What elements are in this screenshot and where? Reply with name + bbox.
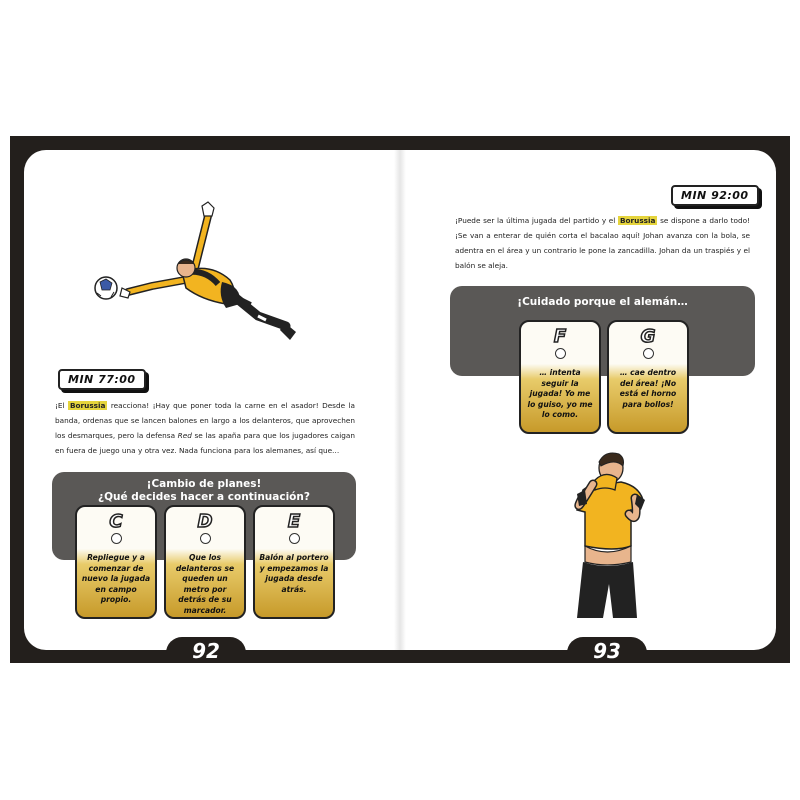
checkbox-circle-icon[interactable] bbox=[200, 533, 211, 544]
checkbox-circle-icon[interactable] bbox=[289, 533, 300, 544]
card-letter: F bbox=[553, 326, 567, 347]
paragraph-text: reacciona! ¡Hay que poner toda la carne en el asador! Desde la banda, ordenas que se lancen balones en largo a los delanteros, que aprovechen los desmarques, pero la defensa bbox=[55, 401, 355, 440]
card-text: … cae dentro del área! ¡No está el horno para bollos! bbox=[619, 368, 677, 409]
choice-card-d[interactable] bbox=[164, 505, 246, 619]
team-name-red: Red bbox=[177, 431, 192, 440]
panel-title-line-2: ¿Qué decides hacer a continuación? bbox=[98, 491, 310, 503]
team-name-highlight: Borussia bbox=[619, 216, 656, 225]
panel-title-line-1: ¡Cambio de planes! bbox=[146, 478, 262, 490]
paragraph-text: se las apaña para que los jugadores caigan en fuera de juego una y otra vez. Nada funciona para los alemanes, así que… bbox=[55, 431, 355, 455]
card-letter: G bbox=[640, 326, 656, 347]
page-number-left: 92 bbox=[166, 637, 246, 663]
card-text: Que los delanteros se queden un metro por detrás de su marcador. bbox=[175, 553, 235, 615]
choice-card-g[interactable] bbox=[607, 320, 689, 434]
minute-badge-right-text: MIN 92:00 bbox=[681, 189, 749, 202]
book-spine bbox=[394, 150, 406, 650]
card-text: Repliegue y a comenzar de nuevo la jugada en campo propio. bbox=[81, 553, 151, 604]
card-letter: E bbox=[287, 511, 301, 532]
minute-badge-left bbox=[58, 369, 146, 390]
checkbox-circle-icon[interactable] bbox=[555, 348, 566, 359]
page-number-right: 93 bbox=[567, 637, 647, 663]
choice-panel-title bbox=[52, 478, 356, 504]
card-letter: D bbox=[197, 511, 213, 532]
team-name-highlight: Borussia bbox=[69, 401, 106, 410]
choice-panel-title: ¡Cuidado porque el alemán… bbox=[517, 296, 688, 308]
player-illustration bbox=[555, 450, 655, 620]
choice-card-f[interactable] bbox=[519, 320, 601, 434]
minute-badge-right bbox=[671, 185, 759, 206]
minute-badge-left-text: MIN 77:00 bbox=[68, 373, 136, 386]
card-text: Balón al portero y empezamos la jugada desde atrás. bbox=[259, 553, 329, 594]
choice-card-e[interactable] bbox=[253, 505, 335, 619]
right-page-paragraph bbox=[455, 213, 750, 273]
paragraph-text: ¡El bbox=[55, 401, 68, 410]
card-letter: C bbox=[109, 511, 123, 532]
checkbox-circle-icon[interactable] bbox=[111, 533, 122, 544]
card-text: … intenta seguir la jugada! Yo me lo guiso, yo me lo como. bbox=[527, 368, 593, 419]
paragraph-text: ¡Puede ser la última jugada del partido y el bbox=[455, 216, 618, 225]
choice-panel-right bbox=[450, 286, 755, 376]
paragraph-text: se dispone a darlo todo! ¡Se van a enterar de quién corta el bacalao aquí! Johan avanza con la bola, se adentra en el área y un contrario le pone la zancadilla. Johan da un traspiés y el balón se aleja. bbox=[455, 216, 750, 270]
goalkeeper-illustration bbox=[90, 200, 310, 360]
left-page-paragraph bbox=[55, 398, 355, 458]
choice-card-c[interactable] bbox=[75, 505, 157, 619]
checkbox-circle-icon[interactable] bbox=[643, 348, 654, 359]
